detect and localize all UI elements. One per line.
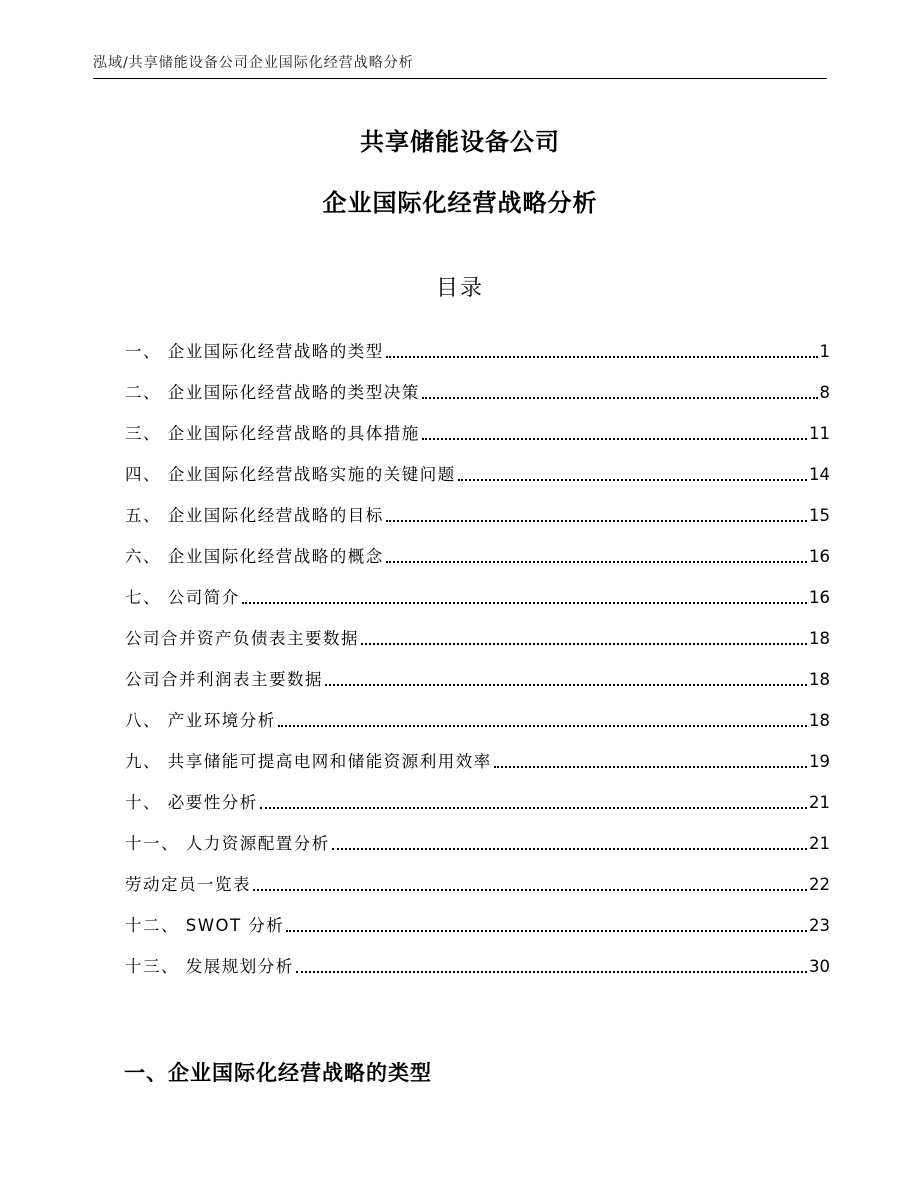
toc-entry-text: 十三、 发展规划分析 — [125, 957, 294, 976]
toc-entry-text: 八、 产业环境分析 — [125, 711, 276, 730]
toc-leader-dots — [386, 356, 818, 358]
toc-page-number: 18 — [809, 629, 830, 648]
toc-leader-dots — [422, 397, 818, 399]
toc-page-number: 21 — [809, 834, 830, 853]
toc-entry-text: 二、 企业国际化经营战略的类型决策 — [125, 383, 420, 402]
document-title-line-1: 共享储能设备公司 — [360, 128, 560, 156]
toc-leader-dots — [286, 930, 807, 932]
toc-entry-text: 九、 共享储能可提高电网和储能资源利用效率 — [125, 752, 492, 771]
toc-entry[interactable] — [125, 322, 830, 363]
toc-entry[interactable] — [125, 650, 830, 691]
toc-entry[interactable] — [125, 855, 830, 896]
toc-leader-dots — [422, 438, 807, 440]
toc-entry[interactable] — [125, 486, 830, 527]
toc-entry[interactable] — [125, 527, 830, 568]
toc-leader-dots — [386, 520, 807, 522]
toc-page-number: 22 — [809, 875, 830, 894]
toc-entry-text: 六、 企业国际化经营战略的概念 — [125, 547, 384, 566]
toc-entry[interactable] — [125, 609, 830, 650]
table-of-contents — [125, 322, 830, 978]
toc-leader-dots — [332, 848, 807, 850]
toc-entry[interactable] — [125, 445, 830, 486]
toc-leader-dots — [494, 766, 807, 768]
toc-page-number: 21 — [809, 793, 830, 812]
toc-page-number: 19 — [809, 752, 830, 771]
toc-entry-text: 十二、 SWOT 分析 — [125, 916, 285, 935]
toc-entry-text: 十、 必要性分析 — [125, 793, 258, 812]
toc-entry-text: 七、 公司简介 — [125, 588, 240, 607]
toc-entry-text: 劳动定员一览表 — [125, 875, 251, 894]
toc-entry[interactable] — [125, 773, 830, 814]
toc-page-number: 15 — [809, 506, 830, 525]
toc-page-number: 16 — [809, 588, 830, 607]
toc-page-number: 18 — [809, 670, 830, 689]
toc-entry[interactable] — [125, 814, 830, 855]
toc-page-number: 23 — [809, 916, 830, 935]
toc-entry[interactable] — [125, 404, 830, 445]
toc-entry-text: 三、 企业国际化经营战略的具体措施 — [125, 424, 420, 443]
header-divider — [93, 78, 827, 79]
toc-page-number: 1 — [819, 342, 830, 361]
toc-entry[interactable] — [125, 568, 830, 609]
toc-page-number: 18 — [809, 711, 830, 730]
toc-entry[interactable] — [125, 732, 830, 773]
toc-leader-dots — [325, 684, 807, 686]
toc-page-number: 30 — [809, 957, 830, 976]
toc-leader-dots — [386, 561, 807, 563]
toc-leader-dots — [260, 807, 807, 809]
toc-leader-dots — [242, 602, 807, 604]
toc-page-number: 14 — [809, 465, 830, 484]
toc-leader-dots — [278, 725, 807, 727]
toc-page-number: 11 — [809, 424, 830, 443]
running-header: 泓域/共享储能设备公司企业国际化经营战略分析 — [93, 55, 414, 71]
toc-leader-dots — [458, 479, 807, 481]
toc-entry[interactable] — [125, 896, 830, 937]
document-title-line-2: 企业国际化经营战略分析 — [322, 189, 598, 217]
toc-entry[interactable] — [125, 937, 830, 978]
toc-entry[interactable] — [125, 691, 830, 732]
toc-entry-text: 四、 企业国际化经营战略实施的关键问题 — [125, 465, 456, 484]
toc-page-number: 16 — [809, 547, 830, 566]
toc-entry-text: 十一、 人力资源配置分析 — [125, 834, 330, 853]
toc-entry-text: 五、 企业国际化经营战略的目标 — [125, 506, 384, 525]
toc-entry[interactable] — [125, 363, 830, 404]
toc-leader-dots — [253, 889, 807, 891]
section-heading: 一、企业国际化经营战略的类型 — [124, 1061, 432, 1085]
toc-leader-dots — [361, 643, 807, 645]
toc-heading: 目录 — [435, 276, 484, 301]
toc-leader-dots — [296, 971, 807, 973]
toc-entry-text: 一、 企业国际化经营战略的类型 — [125, 342, 384, 361]
toc-entry-text: 公司合并利润表主要数据 — [125, 670, 323, 689]
toc-page-number: 8 — [819, 383, 830, 402]
toc-entry-text: 公司合并资产负债表主要数据 — [125, 629, 359, 648]
